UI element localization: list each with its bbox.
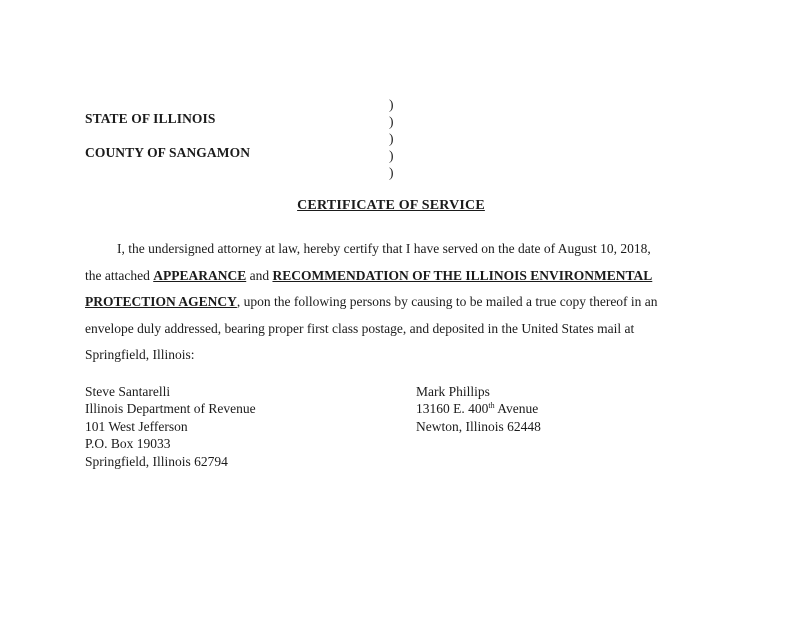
- caption-bracket: ): [389, 97, 394, 112]
- recipient-city: Springfield, Illinois 62794: [85, 453, 228, 469]
- document-name-appearance: APPEARANCE: [153, 267, 247, 283]
- caption-bracket: ): [389, 148, 394, 163]
- body-text: , upon the following persons by causing to be mailed a true copy thereof in an: [236, 294, 658, 310]
- body-line: [85, 289, 725, 316]
- ordinal-suffix: th: [488, 401, 495, 411]
- recipient-name: Mark Phillips: [416, 384, 490, 399]
- caption-bracket: ): [389, 114, 394, 129]
- recipient-street: 101 West Jefferson: [85, 418, 188, 434]
- document-title: CERTIFICATE OF SERVICE: [297, 198, 485, 213]
- body-line: I, the undersigned attorney at law, hereby certify that I have served on the date of August 10, 2018,: [117, 241, 651, 256]
- document-name-recommendation-cont: PROTECTION AGENCY: [85, 294, 237, 310]
- recipient-organization: Illinois Department of Revenue: [85, 401, 256, 417]
- caption-bracket: ): [389, 131, 394, 146]
- caption-bracket: ): [389, 165, 394, 180]
- state-caption: STATE OF ILLINOIS: [85, 111, 216, 126]
- body-line: [85, 263, 725, 290]
- recipient-po-box: P.O. Box 19033: [85, 436, 171, 452]
- recipient-address-right: [416, 383, 541, 435]
- county-caption: COUNTY OF SANGAMON: [85, 145, 251, 160]
- recipient-name: Steve Santarelli: [85, 384, 171, 399]
- recipient-street: [416, 400, 541, 417]
- body-text: and: [246, 267, 273, 283]
- certificate-body: [85, 236, 725, 369]
- recipient-city: Newton, Illinois 62448: [416, 418, 541, 434]
- body-line: envelope duly addressed, bearing proper first class postage, and deposited in the United States mail at: [85, 320, 635, 336]
- body-text: the attached: [85, 267, 154, 283]
- street-name: Avenue: [494, 401, 539, 417]
- document-name-recommendation: RECOMMENDATION OF THE ILLINOIS ENVIRONMENTAL: [272, 267, 653, 283]
- recipient-address-left: [85, 383, 256, 470]
- body-line: Springfield, Illinois:: [85, 347, 195, 363]
- street-number: 13160 E. 400: [416, 401, 489, 417]
